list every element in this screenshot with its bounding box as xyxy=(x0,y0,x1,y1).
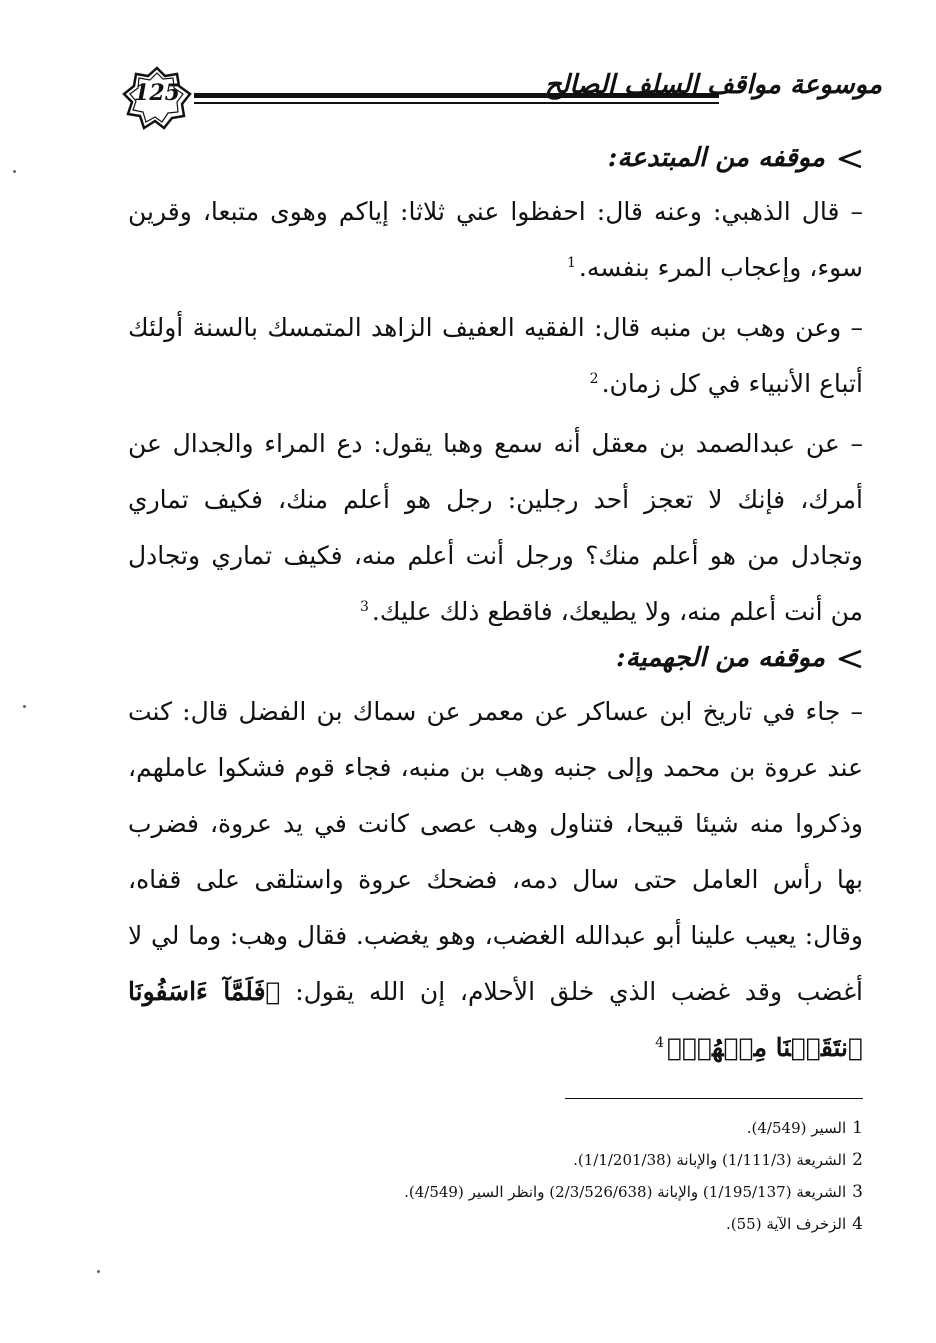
scan-speck xyxy=(13,170,16,173)
book-title: موسوعة مواقف السلف الصالح xyxy=(544,70,882,100)
section-heading xyxy=(128,140,863,184)
main-content xyxy=(128,140,863,1076)
footnote xyxy=(300,1176,863,1208)
paragraph-text: – جاء في تاريخ ابن عساكر عن معمر عن سماك بن الفضل قال: كنت عند عروة بن محمد وإلى جنبه وهب بن منبه، فجاء قوم فشكوا عاملهم، وذكروا منه شيئا قبيحا، فتناول وهب عصى كانت في يد عروة، فضرب بها رأس العامل حتى سال دمه، فضحك عروة واستلقى على قفاه، وقال: يعيب علينا أبو عبدالله الغضب، وهو يغضب. فقال وهب: وما لي لا أغضب وقد غضب الذي خلق الأحلام، إن الله يقول: xyxy=(128,697,863,1006)
header-rule-thin xyxy=(194,102,719,104)
footnote-ref: 3 xyxy=(360,598,369,615)
footnote-number: 1 xyxy=(852,1118,863,1138)
footnote-text: السير (4/549). xyxy=(746,1119,847,1137)
arrowhead-icon xyxy=(837,149,863,169)
page-number: 125 xyxy=(134,80,180,106)
footnote-ref: 1 xyxy=(566,254,576,271)
footnote xyxy=(300,1144,863,1176)
paragraph xyxy=(128,184,863,296)
footnote xyxy=(300,1208,863,1240)
section-heading-text: موقفه من المبتدعة: xyxy=(607,143,825,173)
footnote-number: 2 xyxy=(852,1150,863,1170)
footnote xyxy=(300,1112,863,1144)
footnotes xyxy=(300,1112,863,1240)
paragraph xyxy=(128,416,863,640)
footnote-ref: 2 xyxy=(589,370,599,387)
paragraph-text: – عن عبدالصمد بن معقل أنه سمع وهبا يقول: دع المراء والجدال عن أمرك، فإنك لا تعجز أحد رجلين: رجل هو أعلم منك، فكيف تماري وتجادل من هو أعلم منك؟ ورجل أنت أعلم منه، فكيف تماري وتجادل من أنت أعلم منه، ولا يطيعك، فاقطع ذلك عليك. xyxy=(128,429,863,626)
footnote-text: الزخرف الآية (55). xyxy=(726,1215,847,1233)
paragraph xyxy=(128,684,863,1076)
scan-speck xyxy=(23,705,26,708)
footnote-number: 3 xyxy=(852,1182,863,1202)
footnote-ref: 4 xyxy=(655,1034,665,1051)
footnote-text: الشريعة (1/195/137) والإبانة (2/3/526/638) وانظر السير (4/549). xyxy=(404,1183,847,1201)
section-heading-text: موقفه من الجهمية: xyxy=(615,643,825,673)
quran-verse: ﴿فَلَمَّآ ءَاسَفُونَا ٱنتَقَمۡنَا مِنۡهُمۡ﴾ xyxy=(128,977,863,1062)
section-heading xyxy=(128,640,863,684)
page-header xyxy=(112,60,882,140)
paragraph xyxy=(128,300,863,412)
footnote-number: 4 xyxy=(852,1214,863,1234)
paragraph-text: – قال الذهبي: وعنه قال: احفظوا عني ثلاثا: إياكم وهوى متبعا، وقرين سوء، وإعجاب المرء بنفسه. xyxy=(128,197,863,282)
paragraph-text: – وعن وهب بن منبه قال: الفقيه العفيف الزاهد المتمسك بالسنة أولئك أتباع الأنبياء في كل زمان. xyxy=(128,313,863,398)
footnote-text: الشريعة (1/111/3) والإبانة (1/1/201/38). xyxy=(573,1151,847,1169)
scan-speck xyxy=(97,1270,100,1273)
footnote-separator xyxy=(565,1098,863,1099)
arrowhead-icon xyxy=(837,649,863,669)
